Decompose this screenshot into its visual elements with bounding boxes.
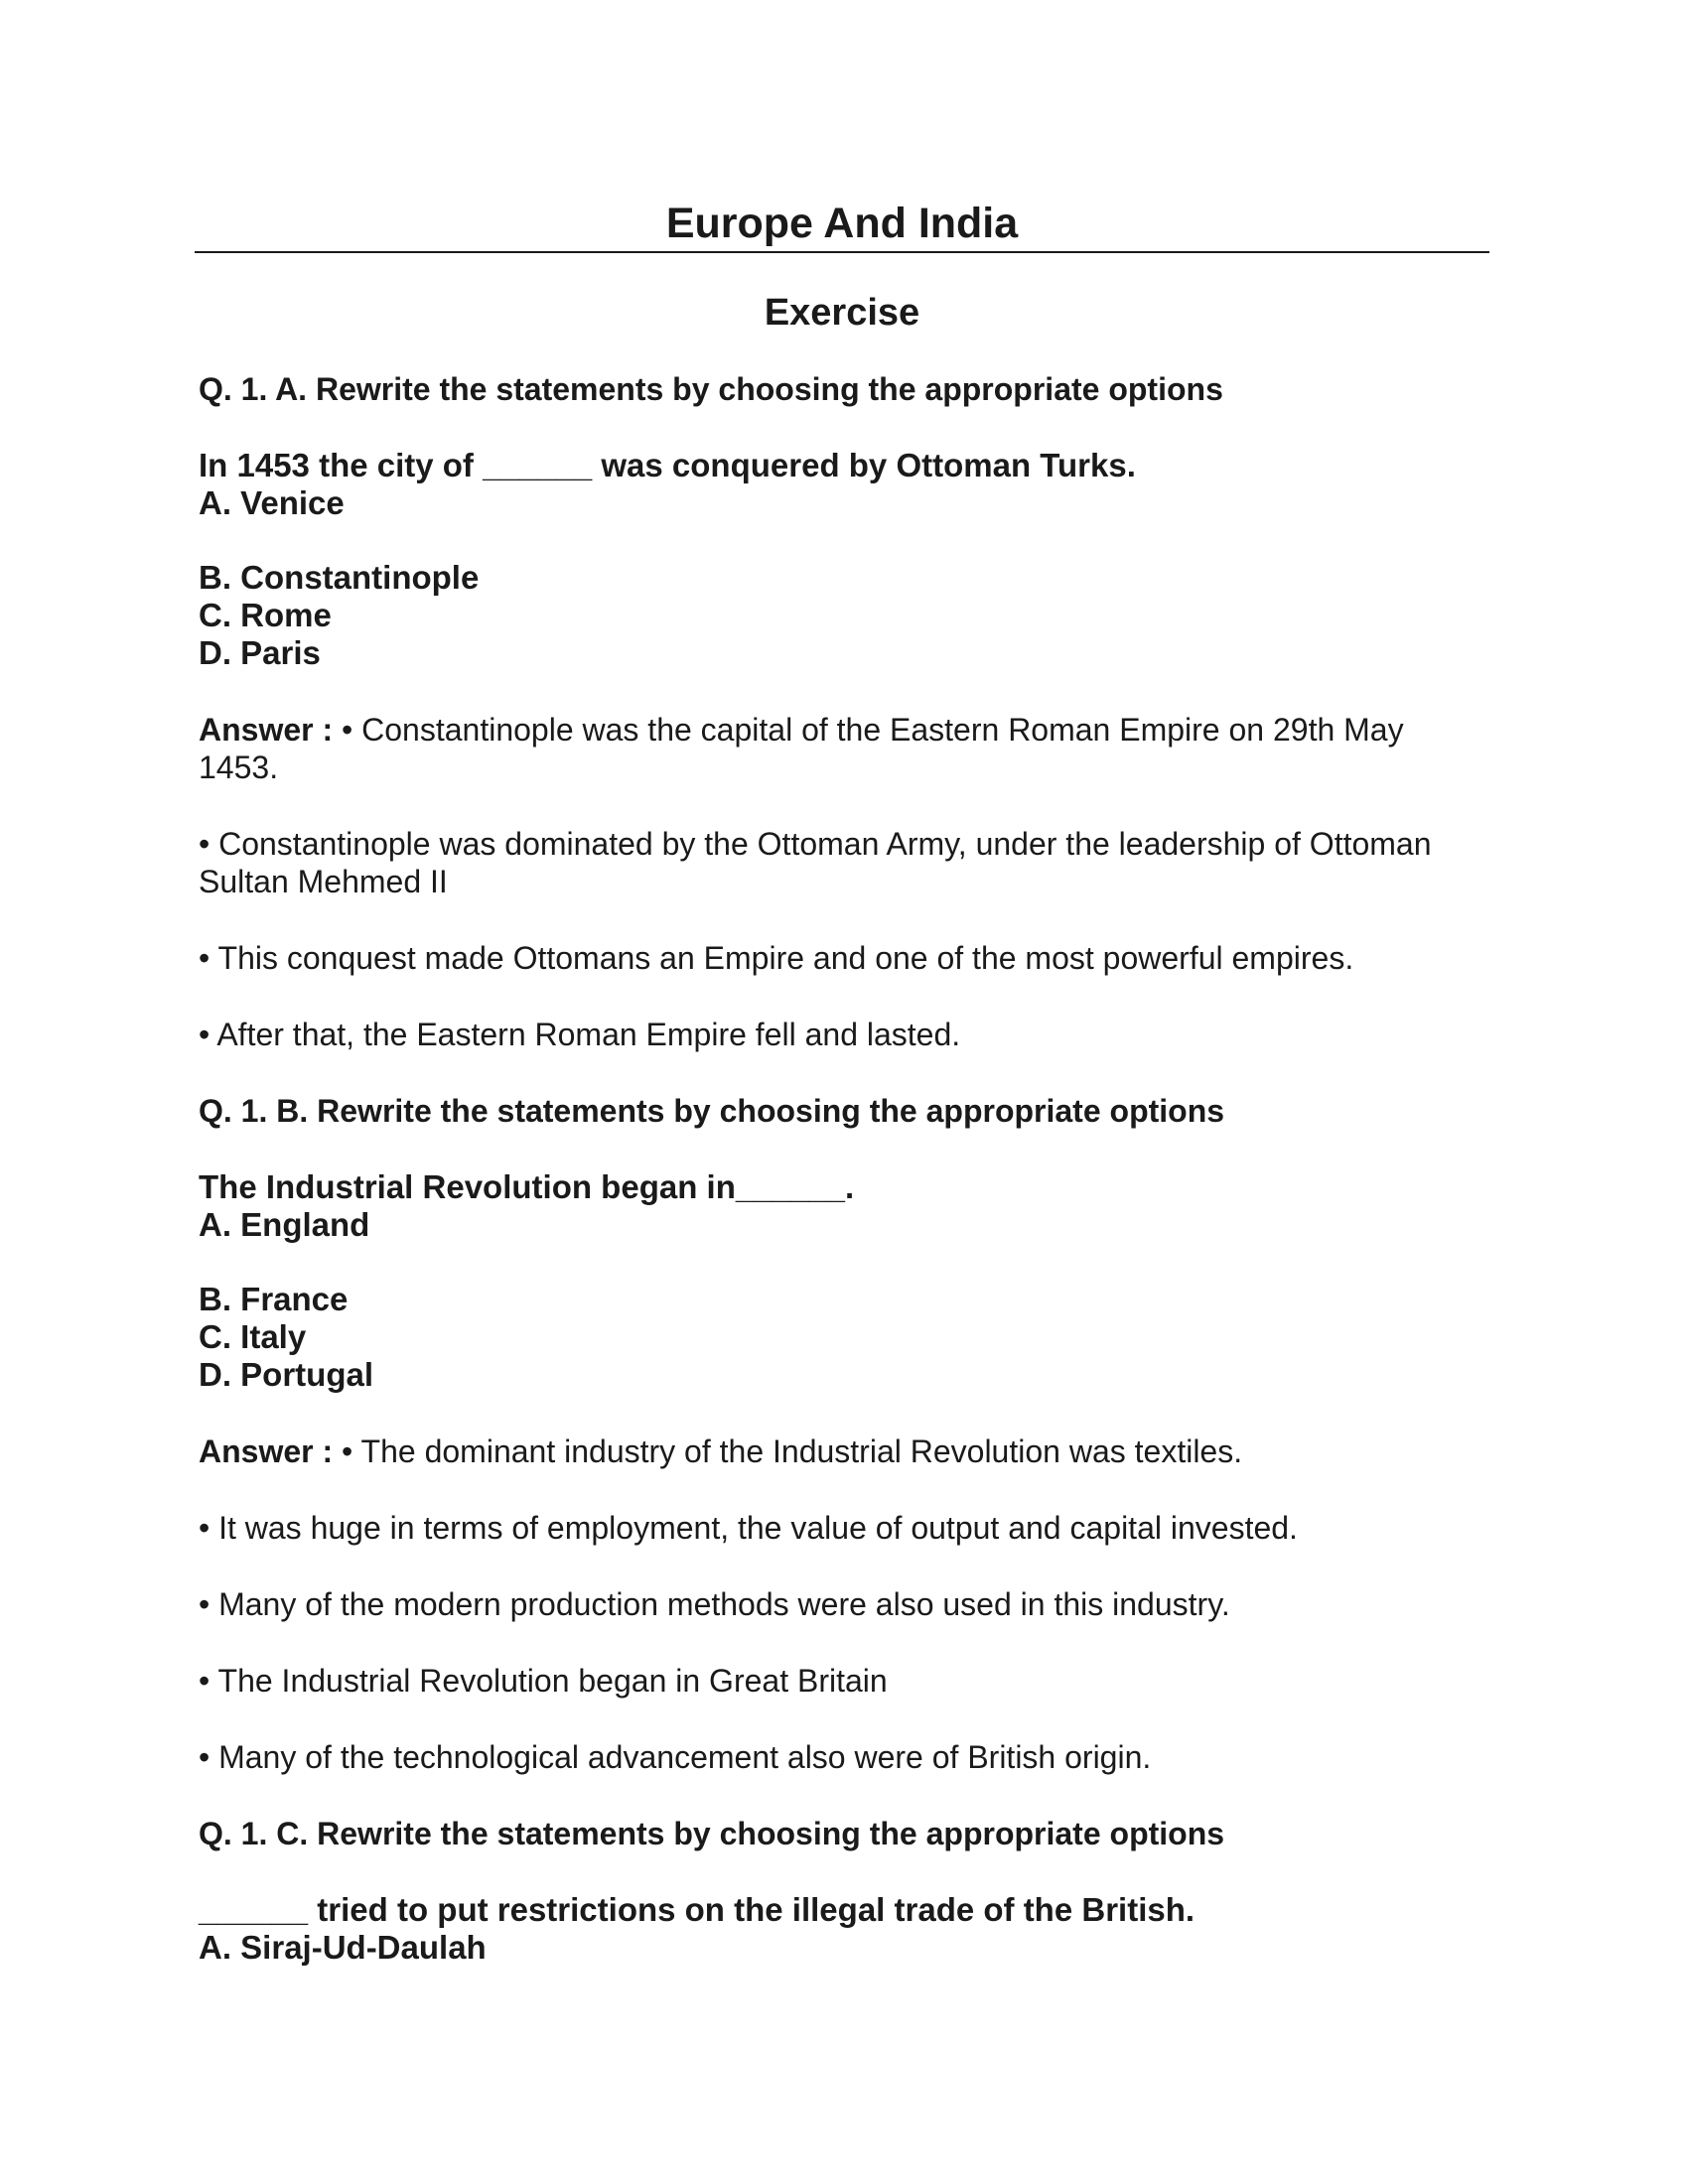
option-b: B. Constantinople (199, 559, 480, 596)
question-statement: In 1453 the city of ______ was conquered by Ottoman Turks. (199, 447, 1136, 483)
answer-point: • This conquest made Ottomans an Empire and one of the most powerful empires. (199, 940, 1354, 976)
answer-point: • After that, the Eastern Roman Empire fell and lasted. (199, 1017, 961, 1052)
option-a: A. Siraj-Ud-Daulah (199, 1929, 487, 1966)
answer-point: • The Industrial Revolution began in Great Britain (199, 1663, 888, 1699)
option-a: A. England (199, 1206, 370, 1243)
option-a: A. Venice (199, 484, 345, 521)
answer-point: • It was huge in terms of employment, the value of output and capital invested. (199, 1510, 1298, 1546)
option-d: D. Portugal (199, 1356, 374, 1393)
answer-point: • Many of the technological advancement also were of British origin. (199, 1739, 1152, 1775)
answer-text: • The dominant industry of the Industrial Revolution was textiles. (333, 1433, 1243, 1469)
question-block (199, 370, 1489, 1053)
question-block (199, 1815, 1489, 1967)
question-heading: Q. 1. B. Rewrite the statements by choosing the appropriate options (199, 1093, 1225, 1129)
question-statement: ______ tried to put restrictions on the illegal trade of the British. (199, 1891, 1196, 1928)
section-subtitle: Exercise (764, 292, 920, 334)
title-underline (195, 251, 1489, 253)
answer-label: Answer : (199, 712, 334, 748)
answer-paragraph (199, 1433, 1489, 1470)
question-heading: Q. 1. A. Rewrite the statements by choosing the appropriate options (199, 371, 1223, 407)
option-d: D. Paris (199, 634, 321, 671)
page-title: Europe And India (665, 200, 1019, 247)
option-c: C. Italy (199, 1318, 307, 1355)
question-heading: Q. 1. C. Rewrite the statements by choosing the appropriate options (199, 1816, 1225, 1851)
answer-text: • Constantinople was the capital of the Eastern Roman Empire on 29th May 1453. (199, 712, 1404, 785)
answer-paragraph (199, 711, 1489, 786)
question-block (199, 1092, 1489, 1776)
answer-point: • Many of the modern production methods were also used in this industry. (199, 1586, 1230, 1622)
answer-label: Answer : (199, 1433, 334, 1469)
document-body (199, 370, 1489, 1967)
question-statement: The Industrial Revolution began in______. (199, 1168, 855, 1205)
answer-point: • Constantinople was dominated by the Ottoman Army, under the leadership of Ottoman Sultan Mehmed II (199, 826, 1432, 899)
option-c: C. Rome (199, 597, 332, 633)
option-b: B. France (199, 1281, 349, 1317)
